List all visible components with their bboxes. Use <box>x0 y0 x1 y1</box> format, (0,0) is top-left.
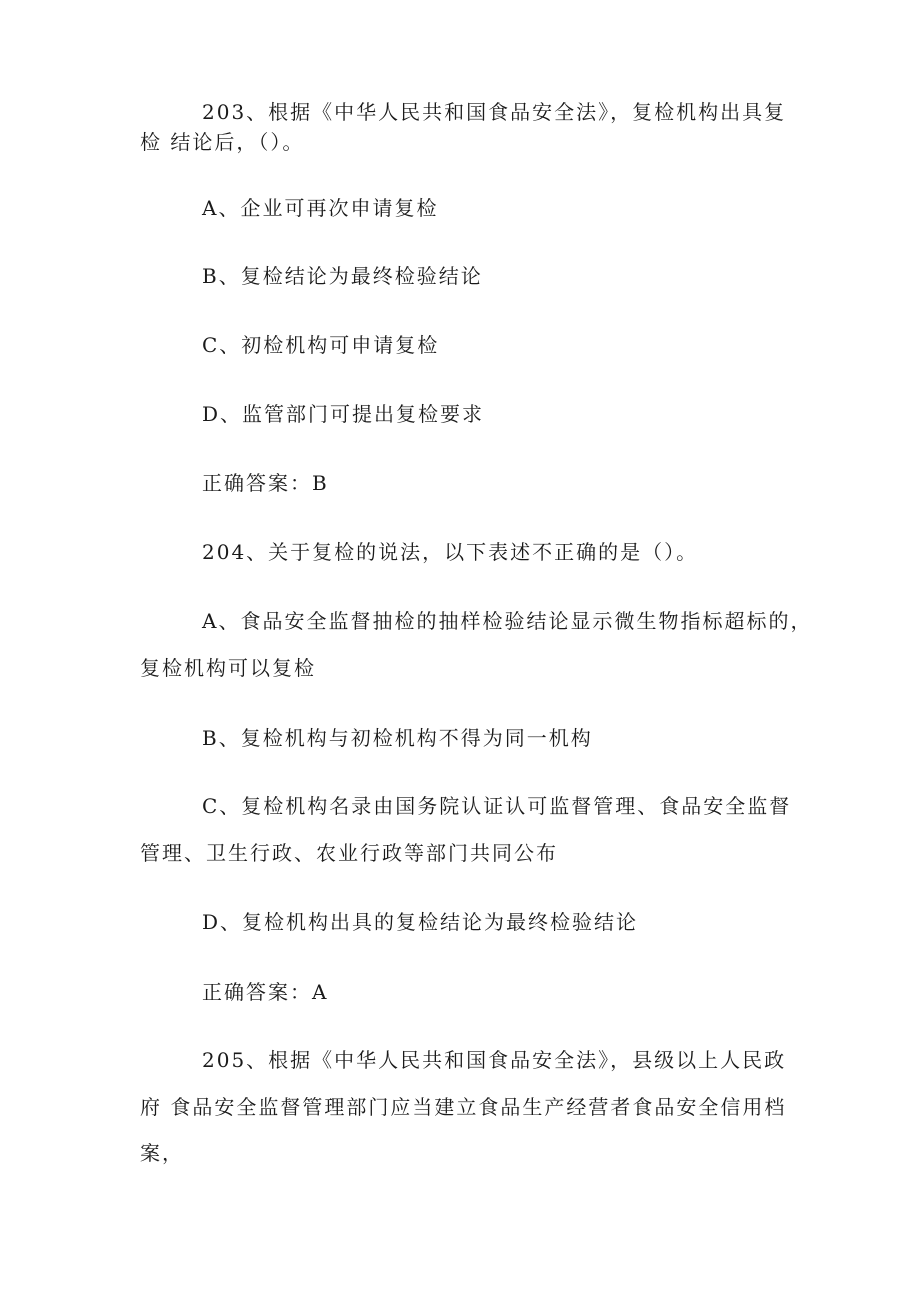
question-203-option-d: D、监管部门可提出复检要求 <box>202 402 485 426</box>
question-204-option-a-line2: 复检机构可以复检 <box>140 656 316 680</box>
question-204-option-d: D、复检机构出具的复检结论为最终检验结论 <box>202 910 639 934</box>
question-204-stem: 204、关于复检的说法，以下表述不正确的是（）。 <box>202 540 699 564</box>
question-205-stem-line3: 案， <box>140 1141 184 1165</box>
question-204-option-b: B、复检机构与初检机构不得为同一机构 <box>202 726 593 750</box>
question-205-stem-line1: 205、根据《中华人民共和国食品安全法》，县级以上人民政 <box>202 1048 787 1072</box>
question-203-option-b: B、复检结论为最终检验结论 <box>202 264 483 288</box>
question-203-answer: 正确答案：B <box>202 471 329 495</box>
question-204-answer: 正确答案：A <box>202 980 329 1004</box>
question-203-stem-line1: 203、根据《中华人民共和国食品安全法》，复检机构出具复 <box>202 100 787 124</box>
question-203-option-a: A、企业可再次申请复检 <box>202 196 439 220</box>
question-205-stem-line2: 府 食品安全监督管理部门应当建立食品生产经营者食品安全信用档 <box>140 1095 787 1119</box>
question-204-option-c-line1: C、复检机构名录由国务院认证认可监督管理、食品安全监督 <box>202 794 792 818</box>
question-204-option-c-line2: 管理、卫生行政、农业行政等部门共同公布 <box>140 841 558 865</box>
question-204-option-a-line1: A、食品安全监督抽检的抽样检验结论显示微生物指标超标的， <box>202 609 813 633</box>
question-203-stem-line2: 检 结论后，（）。 <box>140 130 305 154</box>
question-203-option-c: C、初检机构可申请复检 <box>202 333 440 357</box>
